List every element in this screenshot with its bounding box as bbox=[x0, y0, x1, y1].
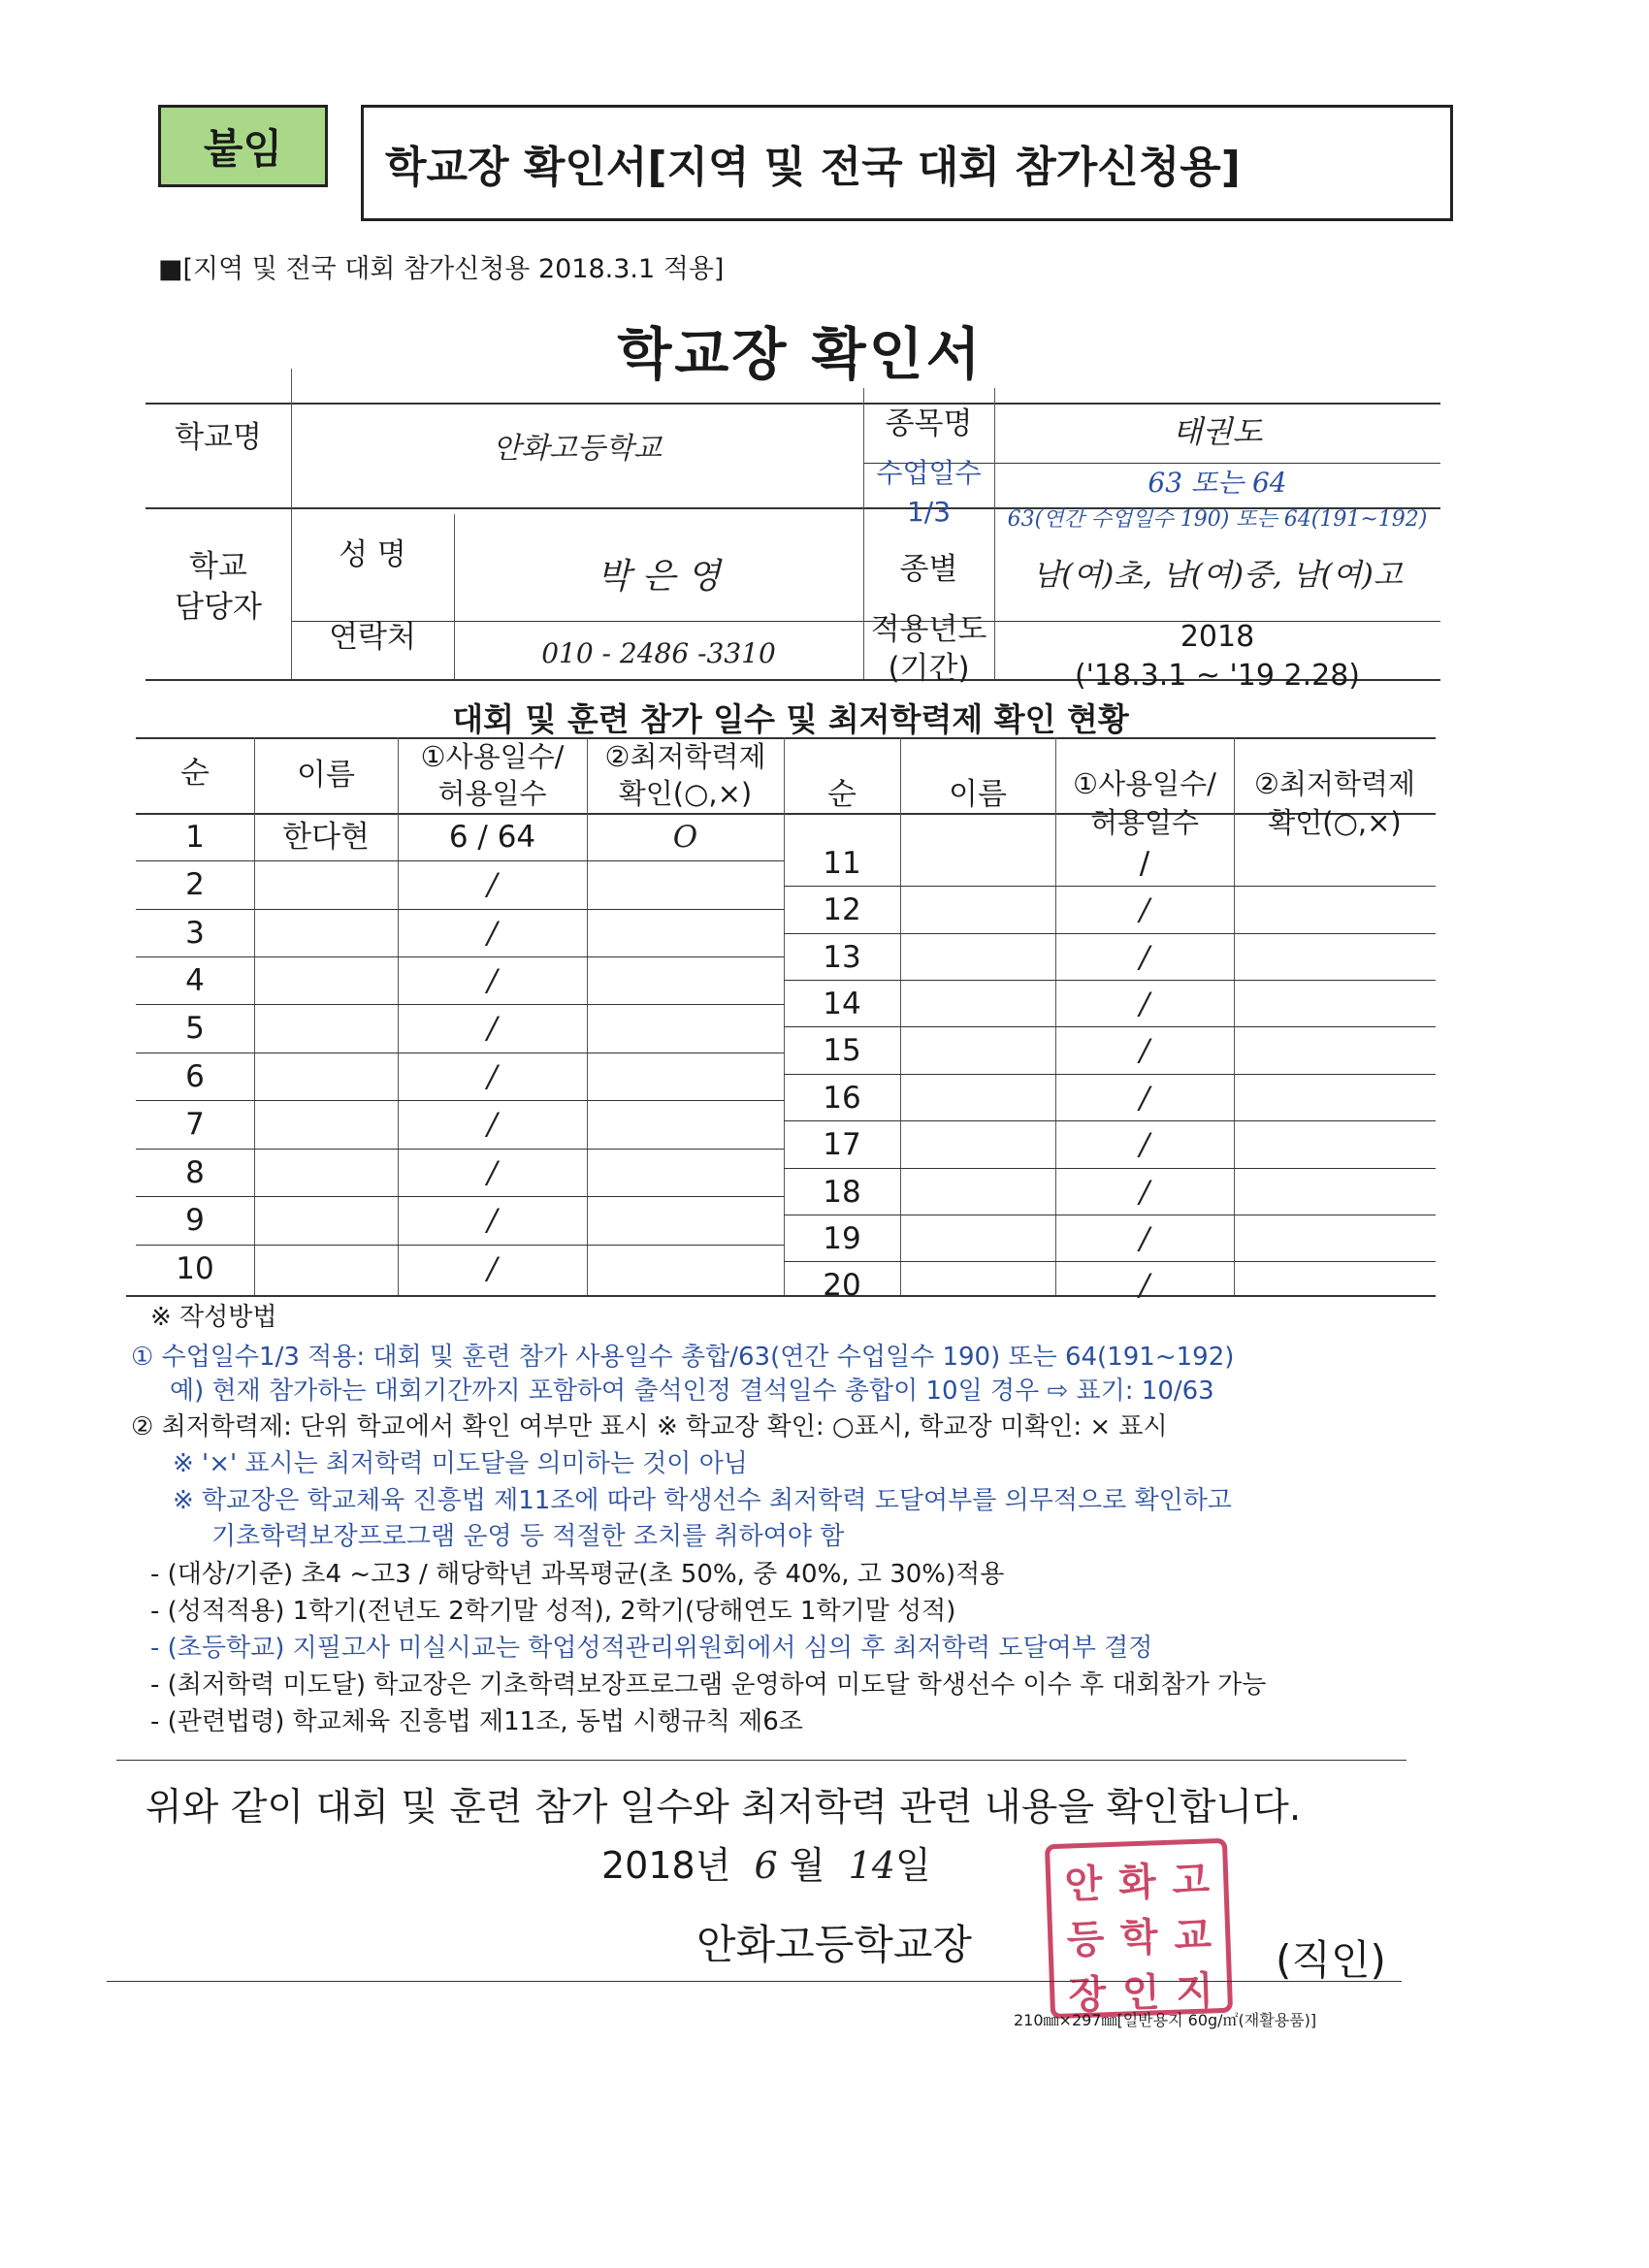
gender-label: 종별 bbox=[899, 552, 958, 587]
header-check-right-1: ②최저학력제 bbox=[1253, 767, 1416, 800]
date-year: 2018년 bbox=[601, 1844, 731, 1887]
school-label: 학교명 bbox=[175, 420, 262, 455]
table-cell-check-left: O bbox=[672, 820, 698, 855]
table-cell-no-left: 2 bbox=[185, 867, 205, 902]
instruction-line-2: 예) 현재 참가하는 대회기간까지 포함하여 출석인정 결석일수 총합이 10일 경우 ⇨ 표기: 10/63 bbox=[170, 1377, 1214, 1406]
seal-character: 학 bbox=[1119, 1914, 1159, 1961]
seal-character: 등 bbox=[1065, 1916, 1106, 1963]
instruction-line-11: - (관련법령) 학교체육 진흥법 제11조, 동법 시행규칙 제6조 bbox=[150, 1707, 803, 1736]
table-row-line-right bbox=[784, 1261, 1436, 1262]
table-cell-days-right: / bbox=[1139, 846, 1150, 881]
participation-section-title: 대회 및 훈련 참가 일수 및 최저학력제 확인 현황 bbox=[452, 700, 1129, 738]
seal-character: 지 bbox=[1175, 1967, 1214, 2015]
table-row-line-right bbox=[784, 886, 1436, 887]
seal-character: 장 bbox=[1067, 1971, 1108, 2019]
seal-character: 고 bbox=[1171, 1857, 1211, 1904]
table-cell-no-right: 13 bbox=[823, 940, 861, 975]
table-line-top bbox=[136, 737, 1436, 739]
year-value-2: ('18.3.1 ~ '19 2.28) bbox=[1074, 659, 1361, 693]
instruction-line-10: - (최저학력 미도달) 학교장은 기초학력보장프로그램 운영하여 미도달 학생선수 이수 후 대회참가 가능 bbox=[150, 1670, 1267, 1700]
seal-character: 안 bbox=[1063, 1861, 1104, 1908]
table-cell-no-left: 8 bbox=[185, 1155, 205, 1190]
principal-name: 안화고등학교장 bbox=[696, 1921, 973, 1968]
table-cell-days-right: / bbox=[1139, 1268, 1150, 1303]
table-row-line-left bbox=[136, 909, 784, 910]
table-cell-no-right: 11 bbox=[823, 846, 861, 881]
table-row-line-right bbox=[784, 1120, 1436, 1121]
table-cell-days-left: / bbox=[487, 1155, 498, 1190]
table-row-line-left bbox=[136, 1196, 784, 1197]
table-cell-no-left: 10 bbox=[176, 1251, 214, 1286]
document-title: 학교장 확인서 bbox=[617, 321, 984, 387]
official-seal-stamp bbox=[1045, 1838, 1233, 2019]
table-cell-days-left: / bbox=[487, 1203, 498, 1238]
footer-divider bbox=[107, 1981, 1402, 1982]
year-value-1: 2018 bbox=[1180, 620, 1255, 654]
header-days-right-1: ①사용일수/ bbox=[1073, 767, 1216, 800]
table-cell-no-right: 16 bbox=[823, 1081, 861, 1116]
table-cell-no-right: 15 bbox=[823, 1033, 861, 1068]
contact-label-1: 학교 bbox=[189, 549, 247, 584]
seal-character: 인 bbox=[1121, 1969, 1161, 2017]
header-no-left: 순 bbox=[180, 756, 210, 791]
contact-label-2: 담당자 bbox=[175, 590, 262, 625]
table-cell-no-left: 7 bbox=[185, 1107, 205, 1142]
header-days-right-2: 허용일수 bbox=[1089, 806, 1200, 839]
phone-value: 010 - 2486 -3310 bbox=[541, 637, 776, 669]
table-row-line-right bbox=[784, 1026, 1436, 1027]
table-vline-5 bbox=[900, 737, 901, 1295]
table-row-line-left bbox=[136, 1100, 784, 1101]
table-row-line-left bbox=[136, 1149, 784, 1150]
date-day: 14 bbox=[848, 1844, 895, 1887]
form-title: 학교장 확인서[지역 및 전국 대회 참가신청용] bbox=[385, 143, 1241, 192]
header-check-right-2: 확인(○,×) bbox=[1268, 806, 1402, 839]
info-line-top bbox=[146, 403, 1440, 405]
table-line-bottom bbox=[126, 1295, 1436, 1297]
instruction-line-8: - (성적적용) 1학기(전년도 2학기말 성적), 2학기(당해연도 1학기말 성적) bbox=[150, 1597, 956, 1626]
table-cell-no-right: 18 bbox=[823, 1175, 861, 1210]
instruction-line-4: ※ '×' 표시는 최저학력 미도달을 의미하는 것이 아님 bbox=[173, 1449, 748, 1478]
table-cell-days-right: / bbox=[1139, 1127, 1150, 1162]
attachment-tag bbox=[158, 105, 328, 187]
name-label: 성 명 bbox=[339, 537, 406, 572]
name-value: 박 은 영 bbox=[597, 557, 721, 597]
table-cell-days-right: / bbox=[1139, 892, 1150, 927]
seal-character: 화 bbox=[1117, 1859, 1157, 1906]
table-cell-days-left: / bbox=[487, 1059, 498, 1094]
phone-label: 연락처 bbox=[329, 620, 416, 655]
table-cell-no-left: 5 bbox=[185, 1011, 205, 1046]
table-cell-days-right: / bbox=[1139, 1175, 1150, 1210]
table-cell-days-right: / bbox=[1139, 940, 1150, 975]
header-check-left-2: 확인(○,×) bbox=[618, 777, 753, 810]
table-cell-days-left: 6 / 64 bbox=[448, 820, 536, 855]
year-label-1: 적용년도 bbox=[870, 612, 987, 647]
table-cell-no-right: 19 bbox=[823, 1221, 861, 1256]
instruction-line-9: - (초등학교) 지필고사 미실시교는 학업성적관리위원회에서 심의 후 최저학력 도달여부 결정 bbox=[150, 1634, 1153, 1663]
sport-label: 종목명 bbox=[885, 406, 973, 441]
sport-value: 태권도 bbox=[1172, 413, 1263, 450]
instruction-line-3: ② 최저학력제: 단위 학교에서 확인 여부만 표시 ※ 학교장 확인: ○표시, 학교장 미확인: × 표시 bbox=[131, 1412, 1168, 1442]
header-days-left-1: ①사용일수/ bbox=[420, 740, 565, 773]
table-cell-no-right: 14 bbox=[823, 987, 861, 1021]
table-cell-days-left: / bbox=[487, 1251, 498, 1286]
header-name-right: 이름 bbox=[949, 777, 1007, 812]
instruction-line-1: ① 수업일수1/3 적용: 대회 및 훈련 참가 사용일수 총합/63(연간 수업일수 190) 또는 64(191~192) bbox=[131, 1343, 1235, 1372]
table-row-line-right bbox=[784, 933, 1436, 934]
table-cell-days-left: / bbox=[487, 1011, 498, 1046]
table-cell-days-right: / bbox=[1139, 1033, 1150, 1068]
table-row-line-right bbox=[784, 1074, 1436, 1075]
table-cell-no-left: 9 bbox=[185, 1203, 205, 1238]
header-days-left-2: 허용일수 bbox=[437, 777, 547, 810]
table-cell-no-right: 12 bbox=[823, 892, 861, 927]
table-cell-days-right: / bbox=[1139, 1221, 1150, 1256]
date-day-unit: 일 bbox=[894, 1844, 931, 1887]
paper-spec-note: 210㎜×297㎜[일반용지 60g/㎡(재활용품)] bbox=[1014, 2011, 1317, 2029]
form-title-box bbox=[361, 105, 1453, 221]
table-cell-no-left: 4 bbox=[185, 963, 205, 998]
header-check-left-1: ②최저학력제 bbox=[604, 740, 766, 773]
header-name-left: 이름 bbox=[297, 758, 355, 793]
table-cell-days-left: / bbox=[487, 963, 498, 998]
form-subtitle: ■[지역 및 전국 대회 참가신청용 2018.3.1 적용] bbox=[158, 254, 725, 284]
date-month: 6 bbox=[754, 1844, 778, 1887]
year-label-2: (기간) bbox=[888, 651, 970, 686]
table-cell-no-right: 20 bbox=[823, 1268, 861, 1303]
seal-label: (직인) bbox=[1276, 1936, 1386, 1984]
days-value-2: 63(연간 수업일수 190) 또는 64(191~192) bbox=[1007, 507, 1428, 532]
seal-character: 교 bbox=[1173, 1912, 1212, 1960]
confirmation-date bbox=[601, 1835, 931, 1889]
table-cell-no-left: 6 bbox=[185, 1059, 205, 1094]
table-cell-name-left: 한다현 bbox=[282, 820, 370, 855]
date-month-unit: 월 bbox=[789, 1844, 825, 1887]
table-row-line-left bbox=[136, 860, 784, 861]
attachment-tag-label: 붙임 bbox=[203, 124, 283, 173]
table-row-line-left bbox=[136, 1004, 784, 1005]
table-cell-days-right: / bbox=[1139, 1081, 1150, 1116]
table-cell-days-left: / bbox=[487, 1107, 498, 1142]
school-value: 안화고등학교 bbox=[493, 432, 662, 466]
table-row-line-right bbox=[784, 980, 1436, 981]
seal-characters bbox=[1055, 1849, 1221, 2019]
table-cell-days-left: / bbox=[487, 867, 498, 902]
instructions-heading: ※ 작성방법 bbox=[150, 1303, 277, 1332]
days-label-2: 1/3 bbox=[906, 496, 952, 528]
table-cell-days-left: / bbox=[487, 916, 498, 951]
table-row-line-left bbox=[136, 1245, 784, 1246]
table-cell-no-right: 17 bbox=[823, 1127, 861, 1162]
table-cell-days-right: / bbox=[1139, 987, 1150, 1021]
table-row-line-right bbox=[784, 1168, 1436, 1169]
confirmation-statement: 위와 같이 대회 및 훈련 참가 일수와 최저학력 관련 내용을 확인합니다. bbox=[146, 1786, 1302, 1830]
gender-value: 남(여)초, 남(여)중, 남(여)고 bbox=[1032, 558, 1403, 593]
days-label-1: 수업일수 bbox=[876, 457, 982, 489]
instructions-divider bbox=[116, 1760, 1406, 1761]
table-cell-no-left: 3 bbox=[185, 916, 205, 951]
instruction-line-6: 기초학력보장프로그램 운영 등 적절한 조치를 취하여야 함 bbox=[211, 1522, 845, 1551]
days-value-1: 63 또는 64 bbox=[1148, 467, 1287, 499]
header-no-right: 순 bbox=[827, 777, 857, 812]
instruction-line-7: - (대상/기준) 초4 ~고3 / 해당학년 과목평균(초 50%, 중 40%, 고 30%)적용 bbox=[150, 1560, 1005, 1589]
table-row-line-left bbox=[136, 956, 784, 957]
table-cell-no-left: 1 bbox=[185, 820, 205, 855]
instruction-line-5: ※ 학교장은 학교체육 진흥법 제11조에 따라 학생선수 최저학력 도달여부를 의무적으로 확인하고 bbox=[173, 1486, 1232, 1515]
